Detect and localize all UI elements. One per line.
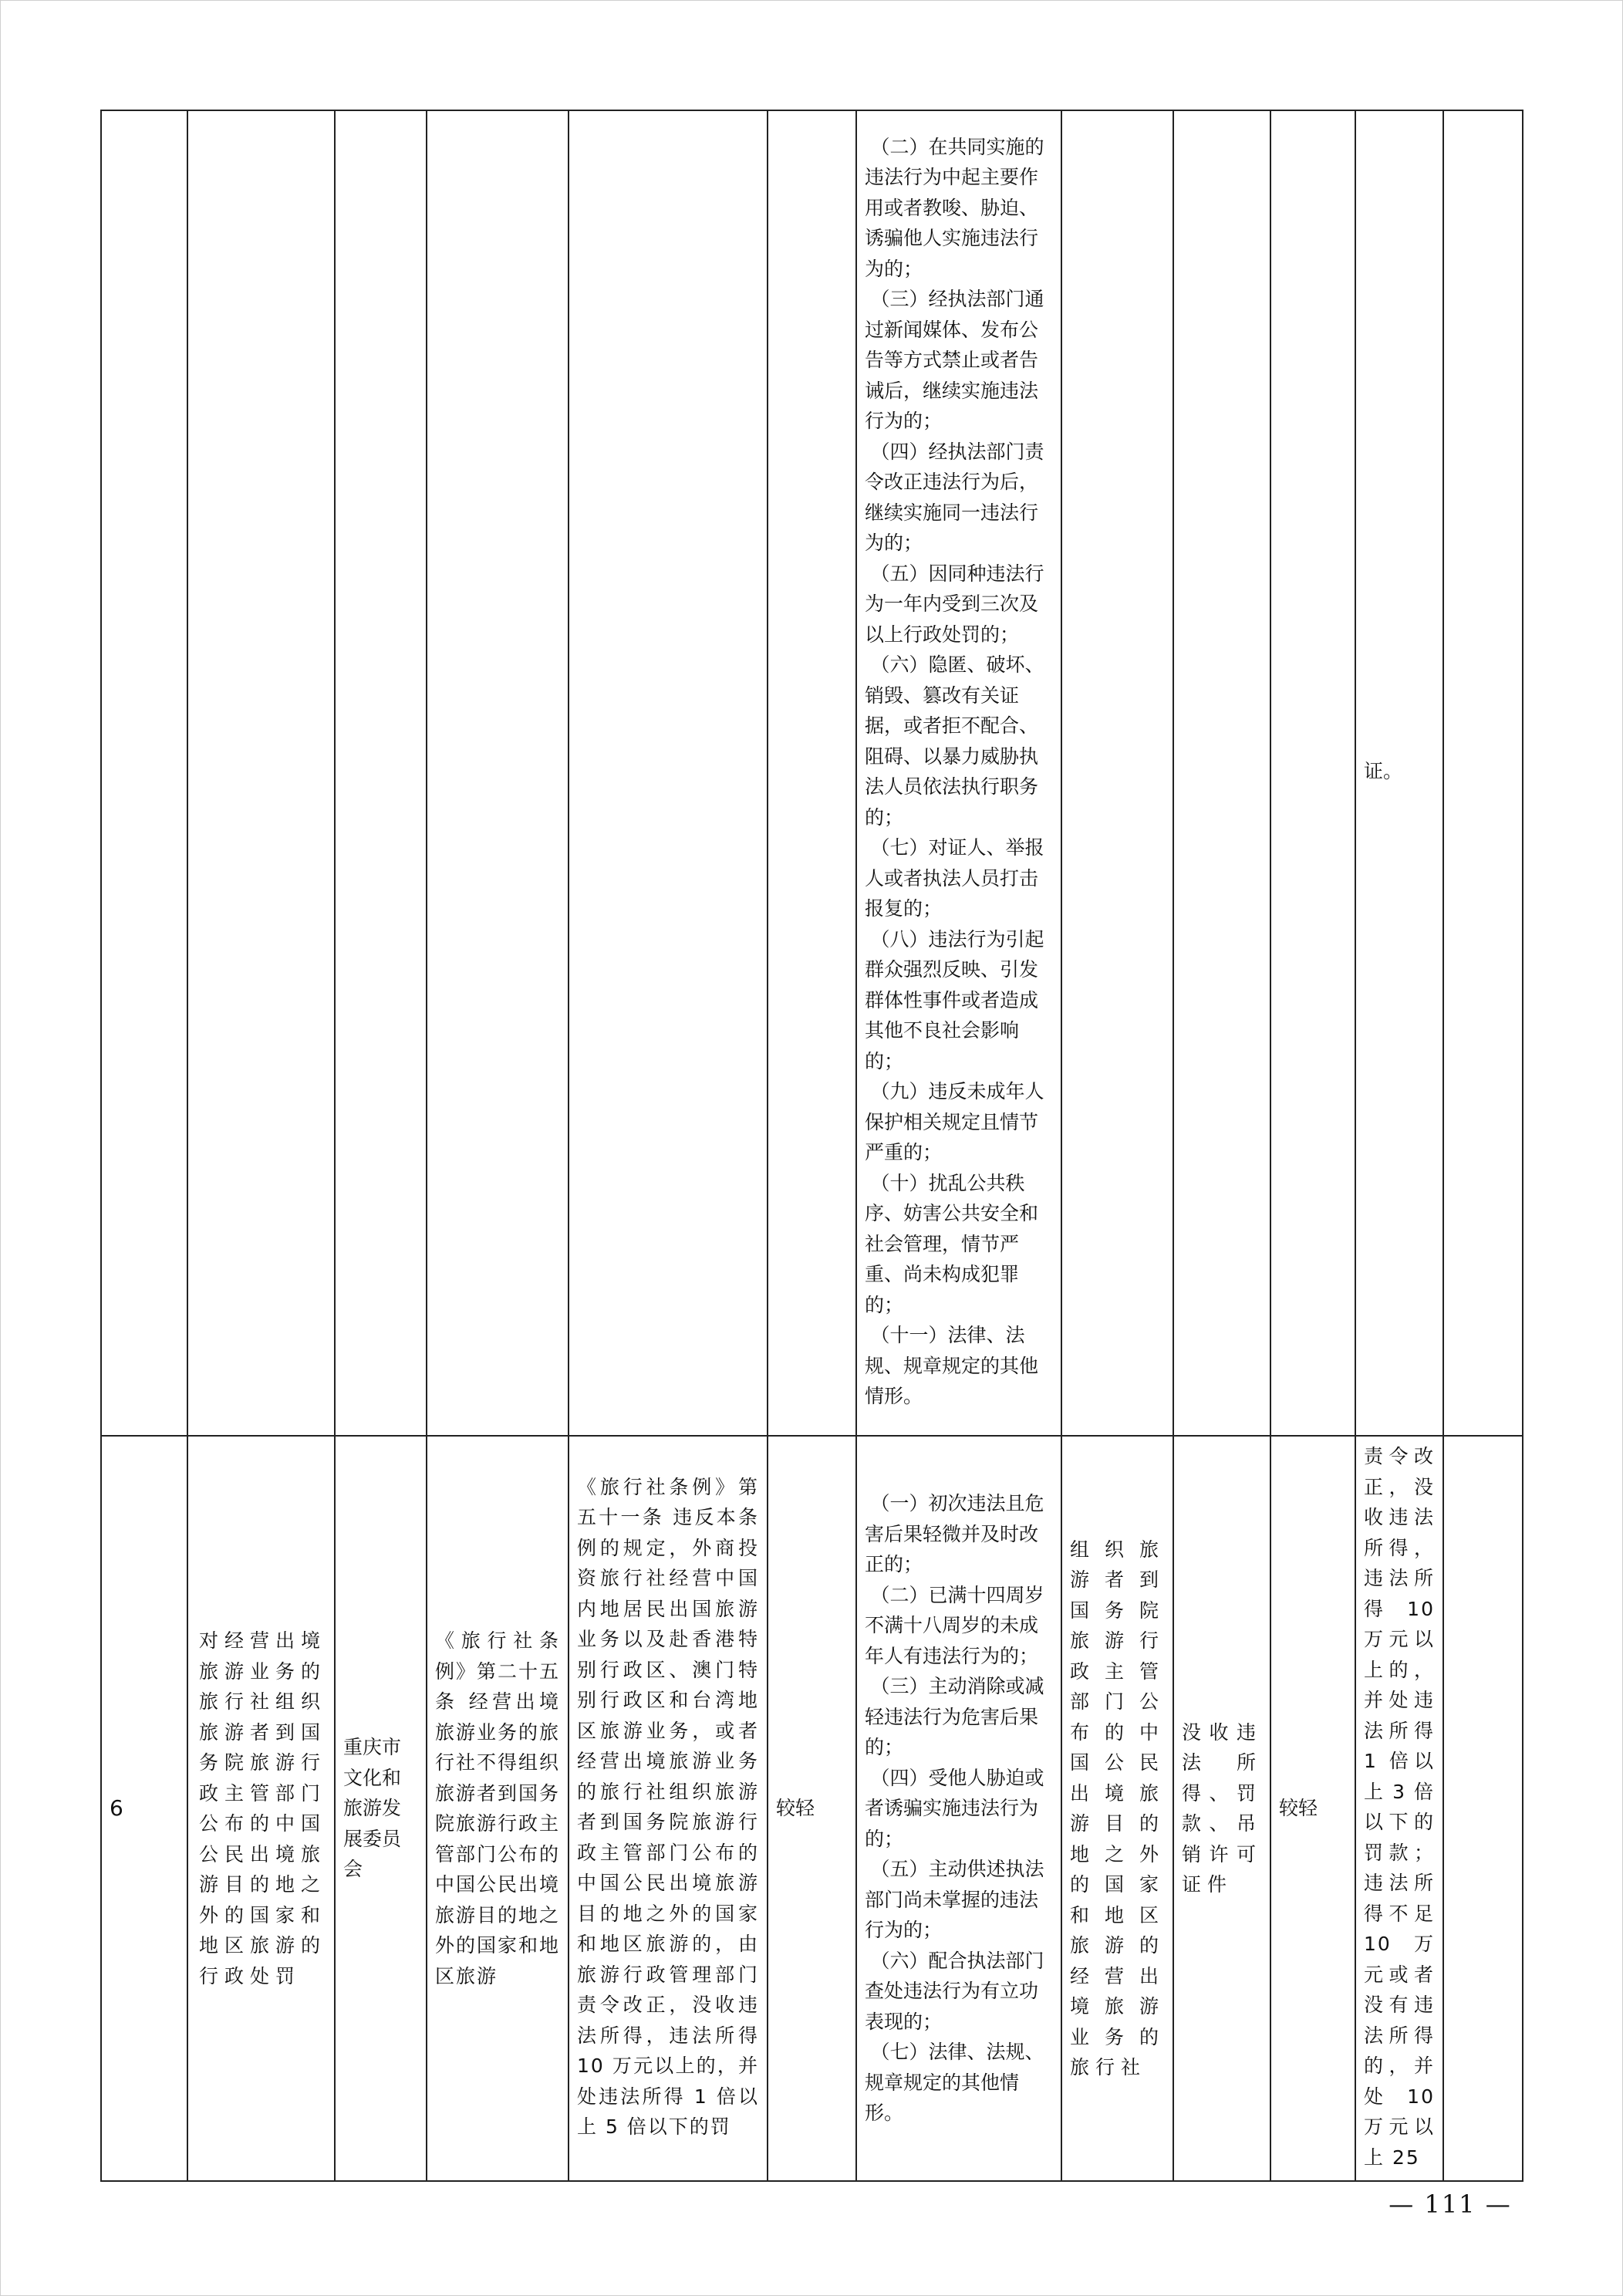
cell-basis [427,110,569,1436]
cell-department [335,110,427,1436]
circumstance-item: （四）受他人胁迫或者诱骗实施违法行为的； [865,1766,1044,1850]
cell-penalty-type [1173,110,1270,1436]
cell-penalty-type: 没收违法所得、罚款、吊销许可证件 [1173,1436,1270,2181]
circumstance-item: （七）对证人、举报人或者执法人员打击报复的； [865,836,1044,920]
cell-index [101,110,187,1436]
cell-subject: 组织旅游者到国务院旅游行政主管部门公布的中国公民出境旅游目的地之外的国家和地区旅游的经营出境旅游业务的旅行社 [1061,1436,1173,2181]
circumstance-item: （四）经执法部门责令改正违法行为后，继续实施同一违法行为的； [865,440,1044,554]
cell-remarks [1443,110,1523,1436]
table-row [101,110,1523,1436]
circumstance-item: （十）扰乱公共秩序、妨害公共安全和社会管理，情节严重、尚未构成犯罪的； [865,1171,1039,1316]
cell-level: 较轻 [768,1436,856,2181]
cell-standard: 责令改正，没收违法所得，违法所得 10 万元以上的，并处违法所得 1 倍以上 3 倍以下的罚款；违法所得不足 10 万元或者没有违法所得的，并处 10 万元以上 25 [1355,1436,1443,2181]
circumstance-item: （五）因同种违法行为一年内受到三次及以上行政处罚的； [865,562,1044,646]
circumstance-item: （六）隐匿、破坏、销毁、篡改有关证据，或者拒不配合、阻碍、以暴力威胁执法人员依法执行职务的； [865,653,1044,829]
cell-department: 重庆市文化和旅游发展委员会 [335,1436,427,2181]
cell-item: 对经营出境旅游业务的旅行社组织旅游者到国务院旅游行政主管部门公布的中国公民出境旅游目的地之外的国家和地区旅游的行政处罚 [187,1436,335,2181]
cell-level [768,110,856,1436]
circumstance-item: （八）违法行为引起群众强烈反映、引发群体性事件或者造成其他不良社会影响的； [865,927,1044,1072]
circumstance-item: （三）经执法部门通过新闻媒体、发布公告等方式禁止或者告诫后，继续实施违法行为的； [865,288,1044,432]
table-row [101,1436,1523,2181]
cell-penalty-basis: 《旅行社条例》第五十一条 违反本条例的规定，外商投资旅行社经营中国内地居民出国旅游业务以及赴香港特别行政区、澳门特别行政区和台湾地区旅游业务，或者经营出境旅游业务的旅行社组织旅游者到国务院旅游行政主管部门公布的中国公民出境旅游目的地之外的国家和地区旅游的，由旅游行政管理部门责令改正，没收违法所得，违法所得 10 万元以上的，并处违法所得 1 倍以上 5 倍以下的罚 [569,1436,768,2181]
penalty-discretion-table [100,110,1523,2182]
circumstance-item: （九）违反未成年人保护相关规定且情节严重的； [865,1080,1044,1163]
cell-circumstances [856,1436,1061,2181]
cell-discretion-level [1270,110,1355,1436]
cell-remarks [1443,1436,1523,2181]
cell-subject [1061,110,1173,1436]
cell-penalty-basis [569,110,768,1436]
circumstance-item: （七）法律、法规、规章规定的其他情形。 [865,2041,1044,2125]
circumstance-item: （三）主动消除或减轻违法行为危害后果的； [865,1675,1044,1759]
circumstance-item: （一）初次违法且危害后果轻微并及时改正的； [865,1492,1044,1576]
circumstance-item: （二）已满十四周岁不满十八周岁的未成年人有违法行为的； [865,1583,1044,1667]
cell-standard: 证。 [1355,110,1443,1436]
circumstance-item: （六）配合执法部门查处违法行为有立功表现的； [865,1949,1044,2033]
cell-index: 6 [101,1436,187,2181]
cell-item [187,110,335,1436]
circumstance-item: （二）在共同实施的违法行为中起主要作用或者教唆、胁迫、诱骗他人实施违法行为的； [865,135,1044,280]
cell-circumstances [856,110,1061,1436]
page-number: — 111 — [1388,2190,1512,2219]
cell-discretion-level: 较轻 [1270,1436,1355,2181]
circumstance-item: （十一）法律、法规、规章规定的其他情形。 [865,1324,1039,1407]
circumstance-item: （五）主动供述执法部门尚未掌握的违法行为的； [865,1858,1044,1942]
cell-basis: 《旅行社条例》第二十五条 经营出境旅游业务的旅行社不得组织旅游者到国务院旅游行政主管部门公布的中国公民出境旅游目的地之外的国家和地区旅游 [427,1436,569,2181]
